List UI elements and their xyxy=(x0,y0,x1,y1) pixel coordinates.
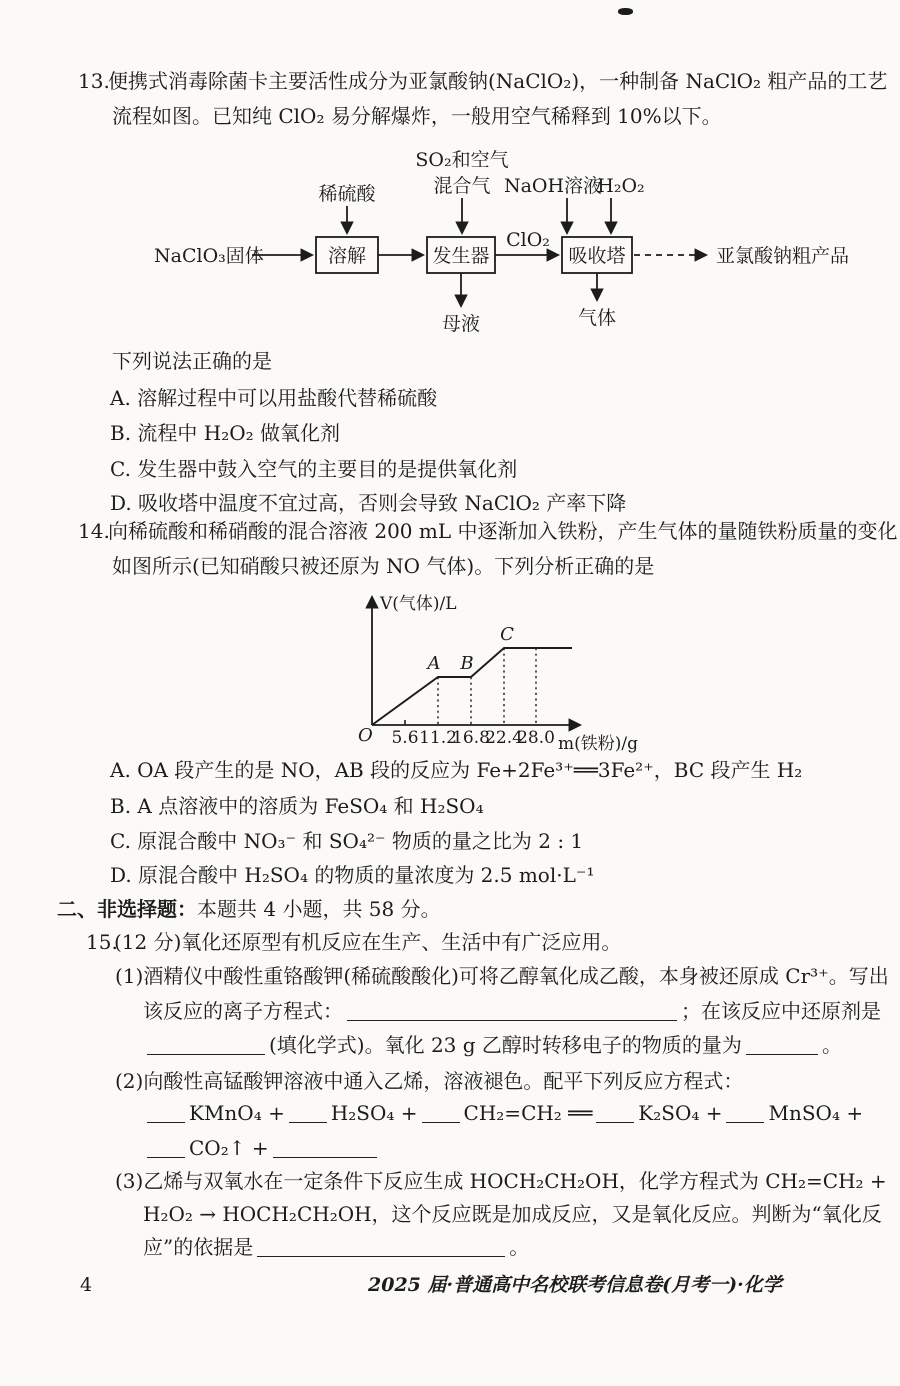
q14-option-a: A. OA 段产生的是 NO，AB 段的反应为 Fe+2Fe³⁺══3Fe²⁺，BC 段产生 H₂ xyxy=(110,758,803,782)
blank-ion-equation xyxy=(347,1006,677,1021)
q15-part2-equation-line2 xyxy=(143,1135,381,1161)
q15-ion-equation-prompt: 该反应的离子方程式： xyxy=(143,999,343,1023)
q15-intro: (12 分)氧化还原型有机反应在生产、生活中有广泛应用。 xyxy=(114,930,622,954)
blank-coeff-co2 xyxy=(147,1143,185,1158)
q14-stem-line1: 向稀硫酸和稀硝酸的混合溶液 200 mL 中逐渐加入铁粉，产生气体的量随铁粉质量的变化 xyxy=(108,519,898,543)
flow-naoh-label: NaOH溶液 xyxy=(503,175,603,197)
term-mnso4: MnSO₄ + xyxy=(768,1101,864,1125)
flow-h2o2-label: H₂O₂ xyxy=(597,175,645,197)
q15-part2-equation-line1 xyxy=(143,1100,863,1126)
y-axis-label: V(气体)/L xyxy=(380,594,457,614)
blank-coeff-kmno4 xyxy=(147,1108,185,1123)
section2-header-detail: 本题共 4 小题，共 58 分。 xyxy=(197,897,441,921)
q15-part3-line1: (3)乙烯与双氧水在一定条件下反应生成 HOCH₂CH₂OH，化学方程式为 CH₂=CH₂ + xyxy=(115,1169,887,1193)
x-axis-label: m(铁粉)/g xyxy=(558,734,638,754)
flow-dilute-sulfuric-acid-label: 稀硫酸 xyxy=(318,183,376,205)
blank-coeff-mnso4 xyxy=(726,1108,764,1123)
q15-part1-line1: (1)酒精仪中酸性重铬酸钾(稀硫酸酸化)可将乙醇氧化成乙酸，本身被还原成 Cr³⁺。写出 xyxy=(115,964,889,988)
clo2-stream-label: ClO₂ xyxy=(506,229,550,251)
x-tick-label-11.2: 11.2 xyxy=(419,728,457,748)
q14-stem-line2: 如图所示(已知硝酸只被还原为 NO 气体)。下列分析正确的是 xyxy=(112,554,655,578)
footer-page-number: 4 xyxy=(80,1274,93,1296)
point-label-C: C xyxy=(500,624,514,645)
q13-question-stem: 下列说法正确的是 xyxy=(112,349,272,373)
x-tick-label-16.8: 16.8 xyxy=(452,728,490,748)
term-k2so4: K₂SO₄ + xyxy=(638,1101,723,1125)
point-label-A: A xyxy=(427,653,441,674)
q14-option-c: C. 原混合酸中 NO₃⁻ 和 SO₄²⁻ 物质的量之比为 2 : 1 xyxy=(110,829,584,853)
q15-part1-period: 。 xyxy=(821,1033,842,1057)
q13-option-a: A. 溶解过程中可以用盐酸代替稀硫酸 xyxy=(110,386,438,410)
q15-part1-line3 xyxy=(143,1032,842,1058)
q15-part1-line2 xyxy=(143,998,881,1024)
dissolve-box-label: 溶解 xyxy=(327,245,367,267)
blank-coeff-k2so4 xyxy=(596,1108,634,1123)
q13-option-d: D. 吸收塔中温度不宜过高，否则会导致 NaClO₂ 产率下降 xyxy=(110,491,627,515)
blank-coeff-ethylene xyxy=(422,1108,460,1123)
q13-option-c: C. 发生器中鼓入空气的主要目的是提供氧化剂 xyxy=(110,457,518,481)
x-tick-label-5.6: 5.6 xyxy=(391,728,419,748)
absorber-box-label: 吸收塔 xyxy=(568,245,626,267)
q13-stem-line2: 流程如图。已知纯 ClO₂ 易分解爆炸，一般用空气稀释到 10%以下。 xyxy=(112,104,722,128)
blank-reducing-agent xyxy=(147,1040,265,1055)
q15-part3-period: 。 xyxy=(509,1235,530,1259)
q14-gas-volume-graph xyxy=(330,583,652,758)
q13-stem-line1: 便携式消毒除菌卡主要活性成分为亚氯酸钠(NaClO₂)，一种制备 NaClO₂ 粗产品的工艺 xyxy=(108,69,888,93)
flow-input-label: NaClO₃固体 xyxy=(154,245,264,267)
q15-part3-line3 xyxy=(143,1234,529,1260)
x-tick-label-22.4: 22.4 xyxy=(485,728,523,748)
q14-option-b: B. A 点溶液中的溶质为 FeSO₄ 和 H₂SO₄ xyxy=(110,794,484,818)
section2-header-title: 二、非选择题： xyxy=(57,897,197,921)
blank-electron-moles xyxy=(746,1040,818,1055)
flow-so2-air-label-line1: SO₂和空气 xyxy=(415,149,509,171)
q15-reducing-agent-prompt: ；在该反应中还原剂是 xyxy=(681,999,881,1023)
term-h2so4: H₂SO₄ + xyxy=(330,1101,418,1125)
q15-oxidation-basis-prompt: 应”的依据是 xyxy=(143,1235,254,1259)
q13-option-b: B. 流程中 H₂O₂ 做氧化剂 xyxy=(110,421,340,445)
mother-liquor-label: 母液 xyxy=(441,313,481,335)
blank-last-product xyxy=(273,1143,377,1158)
q15-electron-transfer-prompt: (填化学式)。氧化 23 g 乙醇时转移电子的物质的量为 xyxy=(269,1033,742,1057)
term-co2: CO₂↑ + xyxy=(189,1136,269,1160)
gas-out-label: 气体 xyxy=(577,307,617,329)
origin-label: O xyxy=(358,725,373,746)
q15-part2-line1: (2)向酸性高锰酸钾溶液中通入乙烯，溶液褪色。配平下列反应方程式： xyxy=(115,1069,744,1093)
scan-artifact-mark xyxy=(618,8,633,15)
section2-header xyxy=(57,896,441,922)
term-ethylene: CH₂=CH₂ ══ xyxy=(463,1101,593,1125)
footer-exam-title: 2025 届·普通高中名校联考信息卷(月考一)·化学 xyxy=(368,1274,782,1296)
q14-option-d: D. 原混合酸中 H₂SO₄ 的物质的量浓度为 2.5 mol·L⁻¹ xyxy=(110,863,595,887)
q13-number: 13. xyxy=(78,69,110,93)
q15-part3-line2: H₂O₂ → HOCH₂CH₂OH，这个反应既是加成反应，又是氧化反应。判断为“氧化反 xyxy=(143,1202,882,1226)
blank-oxidation-basis xyxy=(257,1242,505,1257)
point-label-B: B xyxy=(460,653,474,674)
blank-coeff-h2so4 xyxy=(289,1108,327,1123)
flow-so2-air-label-line2: 混合气 xyxy=(433,175,491,197)
q14-number: 14. xyxy=(78,519,110,543)
x-tick-label-28.0: 28.0 xyxy=(517,728,555,748)
product-label: 亚氯酸钠粗产品 xyxy=(716,245,850,267)
term-kmno4: KMnO₄ + xyxy=(189,1101,285,1125)
generator-box-label: 发生器 xyxy=(432,245,490,267)
q13-process-flowchart xyxy=(140,138,880,343)
q15-number: 15. xyxy=(86,930,118,954)
